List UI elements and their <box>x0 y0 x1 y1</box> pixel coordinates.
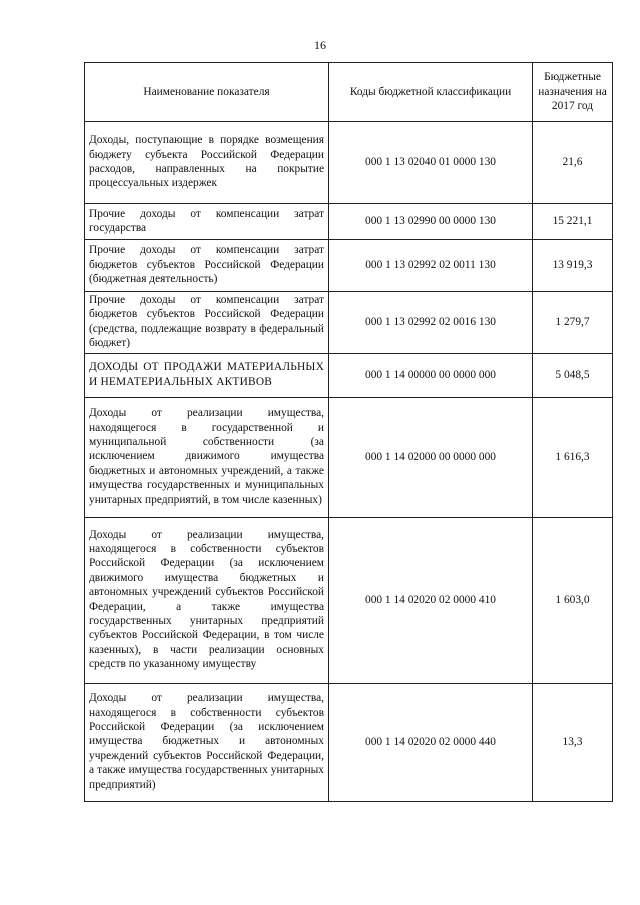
row-amount: 1 616,3 <box>533 397 613 517</box>
header-name: Наименование показателя <box>85 63 329 122</box>
row-amount: 15 221,1 <box>533 204 613 240</box>
row-name: Прочие доходы от компенсации затрат бюджетов субъектов Российской Федерации (бюджетная деятельность) <box>85 240 329 292</box>
row-amount: 21,6 <box>533 122 613 204</box>
page-number: 16 <box>314 38 326 52</box>
row-code: 000 1 14 02000 00 0000 000 <box>329 397 533 517</box>
row-amount: 1 279,7 <box>533 292 613 354</box>
table-row <box>85 517 613 683</box>
row-name: Доходы от реализации имущества, находящегося в государственной и муниципальной собственности (за исключением движимого имущества бюджетных и автономных учреждений, а также имущества государственных и муниципальных унитарных предприятий, в том числе казенных) <box>85 397 329 517</box>
budget-table <box>84 62 613 802</box>
row-name: Прочие доходы от компенсации затрат государства <box>85 204 329 240</box>
row-name: Доходы от реализации имущества, находящегося в собственности субъектов Российской Федерации (за исключением движимого имущества бюджетных и автономных учреждений субъектов Российской Федерации, а также имущества государственных унитарных предприятий субъектов Российской Федерации, в том числе казенных), в части реализации основных средств по указанному имуществу <box>85 517 329 683</box>
row-code: 000 1 13 02990 00 0000 130 <box>329 204 533 240</box>
table-row <box>85 292 613 354</box>
row-code: 000 1 14 00000 00 0000 000 <box>329 353 533 397</box>
row-name: Доходы от реализации имущества, находящегося в собственности субъектов Российской Федерации (за исключением имущества бюджетных и автономных учреждений субъектов Российской Федерации, а также имущества государственных унитарных предприятий) <box>85 683 329 801</box>
row-name: Доходы, поступающие в порядке возмещения бюджету субъекта Российской Федерации расходов, направленных на покрытие процессуальных издержек <box>85 122 329 204</box>
row-amount: 1 603,0 <box>533 517 613 683</box>
row-name: ДОХОДЫ ОТ ПРОДАЖИ МАТЕРИАЛЬНЫХ И НЕМАТЕРИАЛЬНЫХ АКТИВОВ <box>85 353 329 397</box>
row-code: 000 1 14 02020 02 0000 410 <box>329 517 533 683</box>
table-row <box>85 204 613 240</box>
table-row <box>85 683 613 801</box>
header-code: Коды бюджетной классификации <box>329 63 533 122</box>
row-name: Прочие доходы от компенсации затрат бюджетов субъектов Российской Федерации (средства, подлежащие возврату в федеральный бюджет) <box>85 292 329 354</box>
table-header-row <box>85 63 613 122</box>
row-code: 000 1 13 02040 01 0000 130 <box>329 122 533 204</box>
row-code: 000 1 14 02020 02 0000 440 <box>329 683 533 801</box>
table-row <box>85 240 613 292</box>
row-code: 000 1 13 02992 02 0016 130 <box>329 292 533 354</box>
row-amount: 13,3 <box>533 683 613 801</box>
table-row <box>85 122 613 204</box>
table-row <box>85 353 613 397</box>
row-amount: 13 919,3 <box>533 240 613 292</box>
row-amount: 5 048,5 <box>533 353 613 397</box>
header-amount: Бюджетные назначения на 2017 год <box>533 63 613 122</box>
table-row <box>85 397 613 517</box>
row-code: 000 1 13 02992 02 0011 130 <box>329 240 533 292</box>
